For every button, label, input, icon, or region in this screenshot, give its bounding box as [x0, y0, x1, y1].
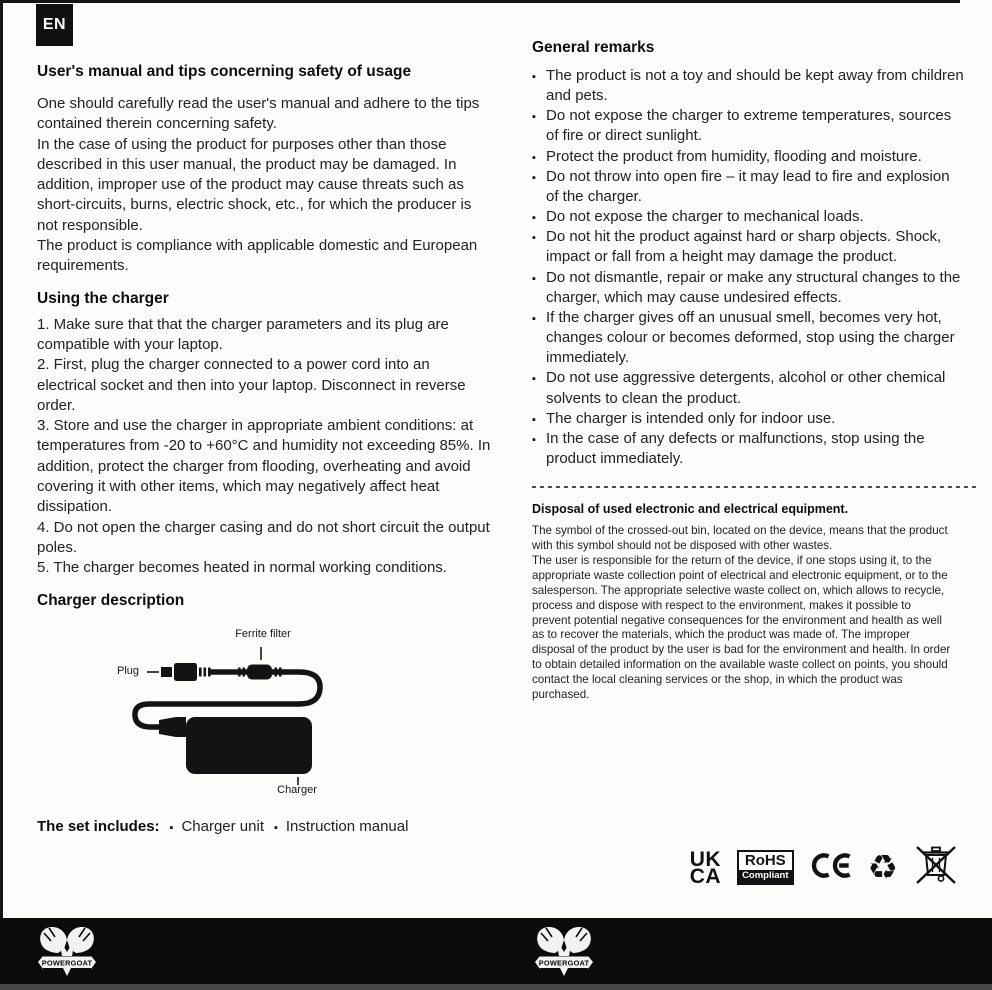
rohs-title: RoHS — [744, 852, 786, 869]
ukca-line2: CA — [689, 864, 722, 888]
page-top-edge — [0, 0, 960, 3]
general-remark-item: ▪ Do not expose the charger to mechanical loads. — [532, 207, 966, 227]
using-charger-heading: Using the charger — [37, 289, 169, 307]
certification-marks — [690, 843, 958, 892]
general-remark-item: ▪ Do not throw into open fire – it may lead to fire and explosion of the charger. — [532, 167, 966, 207]
general-remark-item: ▪ If the charger gives off an unusual smell, becomes very hot, changes colour or becomes deformed, stop using the charger immediately. — [532, 308, 966, 368]
left-column — [37, 62, 493, 835]
charger-label: Charger — [277, 783, 317, 796]
page-left-edge — [0, 0, 3, 918]
goat-emblem-icon — [533, 923, 595, 983]
ukca-mark — [689, 847, 722, 888]
safety-paragraph: The product is compliance with applicable domestic and European requirements. — [37, 237, 478, 275]
charger-brick — [186, 717, 312, 774]
charger-diagram-drawing — [37, 616, 493, 794]
general-remark-item: ▪ Do not expose the charger to extreme temperatures, sources of fire or direct sunlight. — [532, 106, 966, 146]
powergoat-logo — [36, 923, 98, 983]
footer-bar — [0, 918, 992, 990]
ukca-line1: UK — [689, 847, 722, 871]
disposal-heading: Disposal of used electronic and electrical equipment. — [532, 502, 849, 517]
rohs-subtitle: Compliant — [739, 870, 791, 883]
weee-crossed-bin-icon — [914, 843, 958, 892]
general-remark-item: ▪ Do not dismantle, repair or make any structural changes to the charger, which may cause undesired effects. — [532, 268, 966, 308]
safety-heading: User's manual and tips concerning safety of usage — [37, 63, 412, 80]
disposal-paragraphs — [532, 524, 966, 703]
using-step: 3. Store and use the charger in appropriate ambient conditions: at temperatures from -20 to +60°C and humidity not exceeding 85%. In addition, protect the charger from flooding, overheating and avoid covering it with other items, which may negatively affect heat dissipation. — [37, 417, 491, 516]
ce-mark-icon — [810, 852, 852, 884]
brand-banner-label: POWERGOAT — [41, 958, 93, 968]
plug-prong — [161, 667, 172, 677]
using-step: 5. The charger becomes heated in normal working conditions. — [37, 559, 447, 577]
powergoat-logo — [533, 923, 595, 983]
plug-label: Plug — [117, 664, 140, 677]
brand-banner-label: POWERGOAT — [538, 958, 590, 968]
plug-body — [174, 663, 197, 681]
disposal-paragraph: The symbol of the crossed-out bin, located on the device, means that the product with this symbol should not be disposed with other wastes. — [532, 524, 948, 553]
using-charger-steps — [37, 315, 493, 579]
ferrite-filter-label: Ferrite filter — [235, 627, 291, 640]
safety-paragraph: In the case of using the product for purposes other than those described in this user manual, the product may be damaged. In addition, improper use of the product may cause threats such as short-circuits, burns, electric shock, etc., for which the producer is not responsible. — [37, 135, 472, 234]
language-badge-label: EN — [42, 16, 67, 33]
set-includes-item: ▪ Charger unit — [160, 818, 264, 835]
rohs-mark — [737, 850, 793, 885]
safety-paragraph: One should carefully read the user's manual and adhere to the tips contained therein concerning safety. — [37, 95, 480, 133]
disposal-paragraph: The user is responsible for the return of the device, if one stops using it, to the appropriate waste collection point of electrical and electronic equipment, or to the salesperson. The appropriate selective waste collect on, which allows to recycle, process and dispose with respect to the environment, makes it possible to prevent potential negative consequences for the environment and health as well as to recover the materials, which the product was made of. The improper disposal of the product by the user is bad for the environment and health. In order to obtain detailed information on the available waste collect on points, you should contact the local cleaning services or the shop, in which the product was purchased. — [532, 553, 951, 702]
general-remarks-heading: General remarks — [532, 39, 655, 56]
goat-emblem-icon — [36, 923, 98, 983]
charger-diagram — [37, 616, 493, 806]
safety-paragraphs — [37, 94, 493, 277]
general-remark-item: ▪ Protect the product from humidity, flooding and moisture. — [532, 147, 966, 167]
using-step: 2. First, plug the charger connected to a power cord into an electrical socket and then into your laptop. Disconnect in reverse order. — [37, 356, 466, 414]
set-includes-item: ▪ Instruction manual — [264, 818, 408, 835]
charger-description-heading: Charger description — [37, 591, 185, 609]
footer-bottom-strip — [0, 984, 992, 990]
using-step: 4. Do not open the charger casing and do not short circuit the output poles. — [37, 518, 490, 556]
general-remark-item: ▪ Do not hit the product against hard or sharp objects. Shock, impact or fall from a height may damage the product. — [532, 227, 966, 267]
general-remark-item: ▪ Do not use aggressive detergents, alcohol or other chemical solvents to clean the product. — [532, 368, 966, 408]
language-badge — [36, 4, 73, 46]
set-includes-label: The set includes: — [37, 817, 160, 835]
general-remarks-list — [532, 66, 966, 469]
dashed-divider — [532, 486, 978, 488]
general-remark-item: ▪ The charger is intended only for indoor use. — [532, 409, 966, 429]
right-column — [532, 38, 966, 938]
recycling-icon: ♻ — [867, 847, 898, 888]
using-step: 1. Make sure that that the charger parameters and its plug are compatible with your laptop. — [37, 315, 449, 353]
general-remark-item: ▪ In the case of any defects or malfunctions, stop using the product immediately. — [532, 429, 966, 469]
set-includes-line — [37, 818, 493, 835]
general-remark-item: ▪ The product is not a toy and should be kept away from children and pets. — [532, 66, 966, 106]
dc-connector — [159, 717, 186, 737]
ferrite-filter-shape — [247, 664, 272, 679]
